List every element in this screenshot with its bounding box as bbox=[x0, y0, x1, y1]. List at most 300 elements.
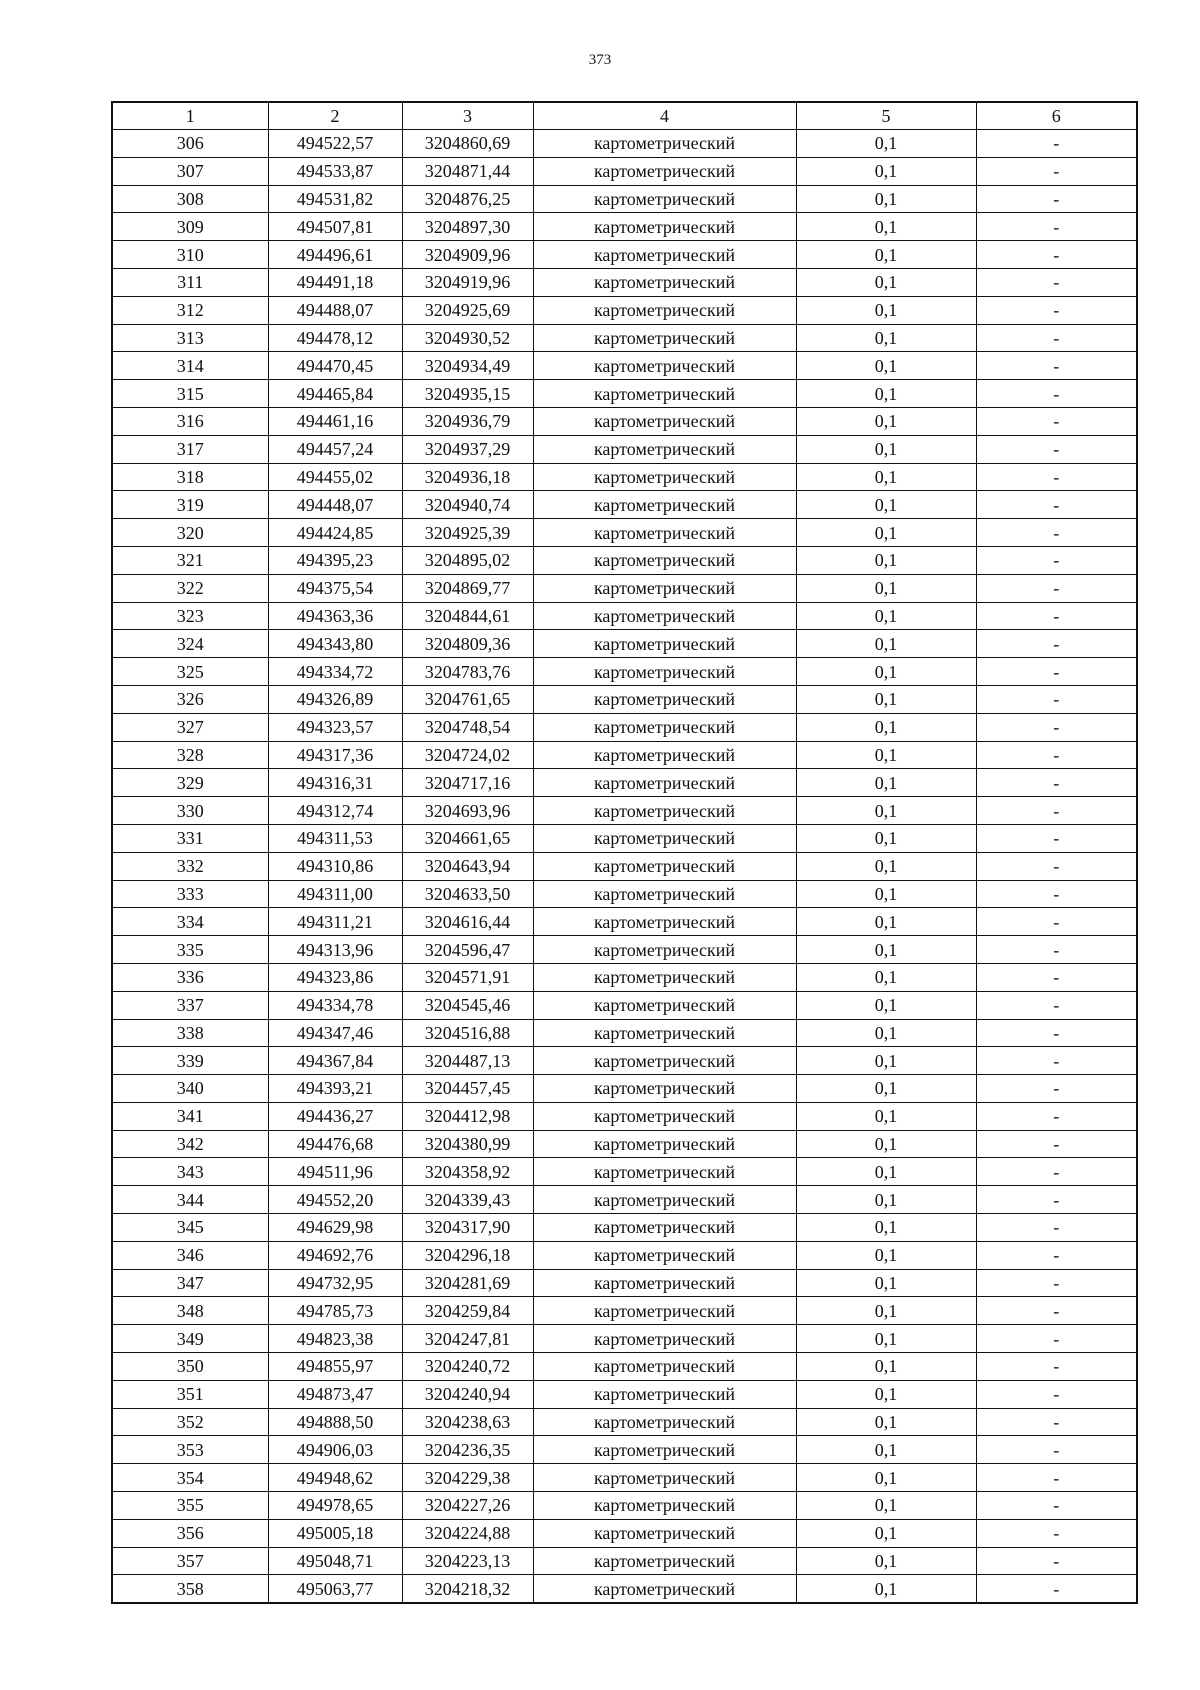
cell-coordinate-x: 494311,53 bbox=[268, 824, 402, 852]
cell-coordinate-y: 3204229,38 bbox=[402, 1464, 533, 1492]
cell-note: - bbox=[976, 185, 1137, 213]
cell-note: - bbox=[976, 324, 1137, 352]
cell-accuracy: 0,1 bbox=[796, 213, 976, 241]
cell-point-number: 356 bbox=[112, 1519, 268, 1547]
cell-accuracy: 0,1 bbox=[796, 1019, 976, 1047]
table-row bbox=[112, 407, 1137, 435]
cell-point-number: 321 bbox=[112, 546, 268, 574]
cell-point-number: 346 bbox=[112, 1241, 268, 1269]
cell-point-number: 355 bbox=[112, 1492, 268, 1520]
table-row bbox=[112, 1492, 1137, 1520]
cell-coordinate-x: 494488,07 bbox=[268, 296, 402, 324]
cell-coordinate-y: 3204761,65 bbox=[402, 685, 533, 713]
cell-accuracy: 0,1 bbox=[796, 241, 976, 269]
cell-coordinate-x: 494455,02 bbox=[268, 463, 402, 491]
cell-note: - bbox=[976, 713, 1137, 741]
cell-note: - bbox=[976, 268, 1137, 296]
cell-note: - bbox=[976, 741, 1137, 769]
cell-accuracy: 0,1 bbox=[796, 352, 976, 380]
table-row bbox=[112, 519, 1137, 547]
cell-coordinate-x: 494873,47 bbox=[268, 1380, 402, 1408]
cell-point-number: 334 bbox=[112, 908, 268, 936]
cell-point-number: 322 bbox=[112, 574, 268, 602]
cell-method: картометрический bbox=[533, 1047, 796, 1075]
cell-method: картометрический bbox=[533, 963, 796, 991]
cell-accuracy: 0,1 bbox=[796, 546, 976, 574]
cell-note: - bbox=[976, 519, 1137, 547]
cell-note: - bbox=[976, 352, 1137, 380]
cell-method: картометрический bbox=[533, 296, 796, 324]
cell-coordinate-x: 494395,23 bbox=[268, 546, 402, 574]
cell-coordinate-y: 3204227,26 bbox=[402, 1492, 533, 1520]
cell-point-number: 332 bbox=[112, 852, 268, 880]
cell-accuracy: 0,1 bbox=[796, 936, 976, 964]
cell-note: - bbox=[976, 1075, 1137, 1103]
cell-coordinate-y: 3204358,92 bbox=[402, 1158, 533, 1186]
cell-coordinate-y: 3204897,30 bbox=[402, 213, 533, 241]
cell-note: - bbox=[976, 157, 1137, 185]
cell-coordinate-y: 3204516,88 bbox=[402, 1019, 533, 1047]
cell-coordinate-y: 3204869,77 bbox=[402, 574, 533, 602]
cell-coordinate-y: 3204919,96 bbox=[402, 268, 533, 296]
cell-coordinate-y: 3204596,47 bbox=[402, 936, 533, 964]
table-row bbox=[112, 797, 1137, 825]
cell-method: картометрический bbox=[533, 268, 796, 296]
cell-point-number: 350 bbox=[112, 1353, 268, 1381]
cell-coordinate-y: 3204925,39 bbox=[402, 519, 533, 547]
table-row bbox=[112, 1158, 1137, 1186]
cell-method: картометрический bbox=[533, 630, 796, 658]
table-row bbox=[112, 213, 1137, 241]
cell-note: - bbox=[976, 130, 1137, 158]
cell-coordinate-x: 494323,86 bbox=[268, 963, 402, 991]
cell-coordinate-y: 3204339,43 bbox=[402, 1186, 533, 1214]
column-header-1: 1 bbox=[112, 102, 268, 130]
cell-coordinate-y: 3204809,36 bbox=[402, 630, 533, 658]
table-row bbox=[112, 546, 1137, 574]
cell-coordinate-y: 3204936,18 bbox=[402, 463, 533, 491]
cell-note: - bbox=[976, 1408, 1137, 1436]
cell-method: картометрический bbox=[533, 352, 796, 380]
cell-point-number: 319 bbox=[112, 491, 268, 519]
cell-point-number: 348 bbox=[112, 1297, 268, 1325]
cell-coordinate-x: 494692,76 bbox=[268, 1241, 402, 1269]
table-row bbox=[112, 630, 1137, 658]
header-row bbox=[112, 102, 1137, 130]
cell-note: - bbox=[976, 1269, 1137, 1297]
table-row bbox=[112, 241, 1137, 269]
cell-coordinate-x: 494785,73 bbox=[268, 1297, 402, 1325]
table-row bbox=[112, 991, 1137, 1019]
cell-coordinate-y: 3204380,99 bbox=[402, 1130, 533, 1158]
cell-note: - bbox=[976, 380, 1137, 408]
cell-coordinate-x: 494311,21 bbox=[268, 908, 402, 936]
cell-coordinate-y: 3204940,74 bbox=[402, 491, 533, 519]
cell-method: картометрический bbox=[533, 213, 796, 241]
cell-accuracy: 0,1 bbox=[796, 1353, 976, 1381]
table-row bbox=[112, 157, 1137, 185]
cell-note: - bbox=[976, 407, 1137, 435]
cell-note: - bbox=[976, 824, 1137, 852]
cell-coordinate-x: 494855,97 bbox=[268, 1353, 402, 1381]
cell-method: картометрический bbox=[533, 1353, 796, 1381]
cell-accuracy: 0,1 bbox=[796, 1075, 976, 1103]
table-row bbox=[112, 1019, 1137, 1047]
cell-coordinate-x: 494312,74 bbox=[268, 797, 402, 825]
cell-coordinate-y: 3204616,44 bbox=[402, 908, 533, 936]
table-row bbox=[112, 1075, 1137, 1103]
cell-coordinate-y: 3204909,96 bbox=[402, 241, 533, 269]
cell-note: - bbox=[976, 296, 1137, 324]
cell-note: - bbox=[976, 574, 1137, 602]
table-row bbox=[112, 880, 1137, 908]
cell-note: - bbox=[976, 546, 1137, 574]
cell-method: картометрический bbox=[533, 407, 796, 435]
cell-coordinate-y: 3204487,13 bbox=[402, 1047, 533, 1075]
cell-coordinate-x: 494732,95 bbox=[268, 1269, 402, 1297]
table-row bbox=[112, 963, 1137, 991]
cell-point-number: 320 bbox=[112, 519, 268, 547]
cell-point-number: 308 bbox=[112, 185, 268, 213]
cell-method: картометрический bbox=[533, 1408, 796, 1436]
cell-accuracy: 0,1 bbox=[796, 1575, 976, 1603]
cell-accuracy: 0,1 bbox=[796, 630, 976, 658]
table-row bbox=[112, 1186, 1137, 1214]
cell-coordinate-x: 494888,50 bbox=[268, 1408, 402, 1436]
cell-coordinate-x: 494310,86 bbox=[268, 852, 402, 880]
cell-note: - bbox=[976, 797, 1137, 825]
cell-point-number: 317 bbox=[112, 435, 268, 463]
cell-coordinate-x: 494313,96 bbox=[268, 936, 402, 964]
cell-coordinate-x: 494522,57 bbox=[268, 130, 402, 158]
cell-note: - bbox=[976, 1436, 1137, 1464]
cell-note: - bbox=[976, 769, 1137, 797]
cell-coordinate-x: 494511,96 bbox=[268, 1158, 402, 1186]
cell-coordinate-y: 3204218,32 bbox=[402, 1575, 533, 1603]
cell-accuracy: 0,1 bbox=[796, 1492, 976, 1520]
cell-coordinate-y: 3204895,02 bbox=[402, 546, 533, 574]
cell-note: - bbox=[976, 1241, 1137, 1269]
cell-accuracy: 0,1 bbox=[796, 324, 976, 352]
cell-accuracy: 0,1 bbox=[796, 1269, 976, 1297]
cell-accuracy: 0,1 bbox=[796, 1380, 976, 1408]
cell-method: картометрический bbox=[533, 908, 796, 936]
cell-accuracy: 0,1 bbox=[796, 685, 976, 713]
cell-point-number: 337 bbox=[112, 991, 268, 1019]
cell-note: - bbox=[976, 1547, 1137, 1575]
cell-accuracy: 0,1 bbox=[796, 1102, 976, 1130]
table-row bbox=[112, 1408, 1137, 1436]
cell-coordinate-x: 494629,98 bbox=[268, 1214, 402, 1242]
table-body bbox=[112, 130, 1137, 1604]
cell-coordinate-x: 494465,84 bbox=[268, 380, 402, 408]
cell-coordinate-y: 3204717,16 bbox=[402, 769, 533, 797]
cell-note: - bbox=[976, 491, 1137, 519]
cell-point-number: 314 bbox=[112, 352, 268, 380]
cell-coordinate-x: 494316,31 bbox=[268, 769, 402, 797]
cell-note: - bbox=[976, 1158, 1137, 1186]
cell-note: - bbox=[976, 630, 1137, 658]
cell-coordinate-x: 494347,46 bbox=[268, 1019, 402, 1047]
cell-coordinate-y: 3204259,84 bbox=[402, 1297, 533, 1325]
cell-method: картометрический bbox=[533, 1325, 796, 1353]
cell-method: картометрический bbox=[533, 602, 796, 630]
cell-note: - bbox=[976, 1102, 1137, 1130]
cell-point-number: 328 bbox=[112, 741, 268, 769]
cell-point-number: 354 bbox=[112, 1464, 268, 1492]
cell-method: картометрический bbox=[533, 991, 796, 1019]
cell-accuracy: 0,1 bbox=[796, 268, 976, 296]
table-row bbox=[112, 574, 1137, 602]
cell-point-number: 343 bbox=[112, 1158, 268, 1186]
cell-method: картометрический bbox=[533, 658, 796, 686]
cell-note: - bbox=[976, 1325, 1137, 1353]
cell-note: - bbox=[976, 936, 1137, 964]
table-row bbox=[112, 1241, 1137, 1269]
cell-accuracy: 0,1 bbox=[796, 1408, 976, 1436]
cell-accuracy: 0,1 bbox=[796, 1047, 976, 1075]
table-row bbox=[112, 1214, 1137, 1242]
table-row bbox=[112, 352, 1137, 380]
table-row bbox=[112, 1130, 1137, 1158]
table-row bbox=[112, 130, 1137, 158]
cell-point-number: 318 bbox=[112, 463, 268, 491]
column-header-3: 3 bbox=[402, 102, 533, 130]
cell-coordinate-x: 494906,03 bbox=[268, 1436, 402, 1464]
table-row bbox=[112, 769, 1137, 797]
cell-accuracy: 0,1 bbox=[796, 741, 976, 769]
cell-accuracy: 0,1 bbox=[796, 407, 976, 435]
table-row bbox=[112, 852, 1137, 880]
cell-point-number: 315 bbox=[112, 380, 268, 408]
cell-note: - bbox=[976, 241, 1137, 269]
cell-method: картометрический bbox=[533, 380, 796, 408]
cell-note: - bbox=[976, 1019, 1137, 1047]
cell-coordinate-y: 3204935,15 bbox=[402, 380, 533, 408]
table-row bbox=[112, 1436, 1137, 1464]
cell-coordinate-y: 3204317,90 bbox=[402, 1214, 533, 1242]
cell-coordinate-x: 494531,82 bbox=[268, 185, 402, 213]
cell-accuracy: 0,1 bbox=[796, 797, 976, 825]
cell-point-number: 310 bbox=[112, 241, 268, 269]
table-row bbox=[112, 658, 1137, 686]
cell-coordinate-x: 494476,68 bbox=[268, 1130, 402, 1158]
cell-accuracy: 0,1 bbox=[796, 1130, 976, 1158]
table-row bbox=[112, 380, 1137, 408]
cell-note: - bbox=[976, 1353, 1137, 1381]
table-row bbox=[112, 824, 1137, 852]
cell-coordinate-x: 495005,18 bbox=[268, 1519, 402, 1547]
cell-method: картометрический bbox=[533, 1575, 796, 1603]
cell-point-number: 357 bbox=[112, 1547, 268, 1575]
cell-method: картометрический bbox=[533, 741, 796, 769]
cell-point-number: 358 bbox=[112, 1575, 268, 1603]
cell-coordinate-x: 494393,21 bbox=[268, 1075, 402, 1103]
cell-coordinate-x: 495048,71 bbox=[268, 1547, 402, 1575]
cell-method: картометрический bbox=[533, 519, 796, 547]
cell-coordinate-x: 494326,89 bbox=[268, 685, 402, 713]
cell-coordinate-y: 3204412,98 bbox=[402, 1102, 533, 1130]
table-row bbox=[112, 1325, 1137, 1353]
cell-coordinate-y: 3204925,69 bbox=[402, 296, 533, 324]
cell-point-number: 324 bbox=[112, 630, 268, 658]
cell-coordinate-x: 494436,27 bbox=[268, 1102, 402, 1130]
cell-note: - bbox=[976, 1047, 1137, 1075]
cell-note: - bbox=[976, 463, 1137, 491]
cell-point-number: 312 bbox=[112, 296, 268, 324]
table-row bbox=[112, 1047, 1137, 1075]
cell-point-number: 345 bbox=[112, 1214, 268, 1242]
cell-method: картометрический bbox=[533, 157, 796, 185]
cell-accuracy: 0,1 bbox=[796, 1325, 976, 1353]
cell-point-number: 307 bbox=[112, 157, 268, 185]
cell-point-number: 338 bbox=[112, 1019, 268, 1047]
cell-coordinate-x: 494424,85 bbox=[268, 519, 402, 547]
cell-method: картометрический bbox=[533, 435, 796, 463]
cell-accuracy: 0,1 bbox=[796, 185, 976, 213]
cell-coordinate-y: 3204457,45 bbox=[402, 1075, 533, 1103]
cell-method: картометрический bbox=[533, 185, 796, 213]
cell-accuracy: 0,1 bbox=[796, 991, 976, 1019]
cell-accuracy: 0,1 bbox=[796, 852, 976, 880]
cell-method: картометрический bbox=[533, 769, 796, 797]
table-row bbox=[112, 1575, 1137, 1603]
cell-method: картометрический bbox=[533, 824, 796, 852]
cell-point-number: 353 bbox=[112, 1436, 268, 1464]
table-row bbox=[112, 1464, 1137, 1492]
cell-note: - bbox=[976, 1186, 1137, 1214]
coordinates-table bbox=[111, 101, 1138, 1604]
cell-accuracy: 0,1 bbox=[796, 713, 976, 741]
cell-coordinate-y: 3204871,44 bbox=[402, 157, 533, 185]
cell-accuracy: 0,1 bbox=[796, 1214, 976, 1242]
table-row bbox=[112, 185, 1137, 213]
cell-method: картометрический bbox=[533, 574, 796, 602]
table-row bbox=[112, 491, 1137, 519]
cell-method: картометрический bbox=[533, 1269, 796, 1297]
cell-method: картометрический bbox=[533, 1519, 796, 1547]
cell-method: картометрический bbox=[533, 852, 796, 880]
cell-coordinate-y: 3204930,52 bbox=[402, 324, 533, 352]
cell-accuracy: 0,1 bbox=[796, 1241, 976, 1269]
cell-note: - bbox=[976, 963, 1137, 991]
cell-coordinate-x: 494448,07 bbox=[268, 491, 402, 519]
cell-point-number: 335 bbox=[112, 936, 268, 964]
cell-accuracy: 0,1 bbox=[796, 1186, 976, 1214]
cell-coordinate-y: 3204240,94 bbox=[402, 1380, 533, 1408]
cell-point-number: 347 bbox=[112, 1269, 268, 1297]
cell-accuracy: 0,1 bbox=[796, 880, 976, 908]
cell-accuracy: 0,1 bbox=[796, 908, 976, 936]
cell-coordinate-x: 494375,54 bbox=[268, 574, 402, 602]
cell-coordinate-y: 3204724,02 bbox=[402, 741, 533, 769]
cell-point-number: 306 bbox=[112, 130, 268, 158]
cell-method: картометрический bbox=[533, 463, 796, 491]
cell-coordinate-x: 494470,45 bbox=[268, 352, 402, 380]
table-row bbox=[112, 1519, 1137, 1547]
column-header-2: 2 bbox=[268, 102, 402, 130]
cell-coordinate-x: 494311,00 bbox=[268, 880, 402, 908]
cell-accuracy: 0,1 bbox=[796, 491, 976, 519]
cell-coordinate-y: 3204783,76 bbox=[402, 658, 533, 686]
cell-note: - bbox=[976, 602, 1137, 630]
cell-accuracy: 0,1 bbox=[796, 463, 976, 491]
cell-method: картометрический bbox=[533, 1547, 796, 1575]
cell-coordinate-y: 3204224,88 bbox=[402, 1519, 533, 1547]
cell-coordinate-x: 494367,84 bbox=[268, 1047, 402, 1075]
cell-coordinate-x: 494533,87 bbox=[268, 157, 402, 185]
cell-method: картометрический bbox=[533, 685, 796, 713]
cell-method: картометрический bbox=[533, 1492, 796, 1520]
cell-method: картометрический bbox=[533, 1075, 796, 1103]
cell-coordinate-x: 494461,16 bbox=[268, 407, 402, 435]
cell-coordinate-y: 3204247,81 bbox=[402, 1325, 533, 1353]
cell-point-number: 333 bbox=[112, 880, 268, 908]
cell-coordinate-y: 3204633,50 bbox=[402, 880, 533, 908]
cell-point-number: 342 bbox=[112, 1130, 268, 1158]
cell-accuracy: 0,1 bbox=[796, 963, 976, 991]
cell-point-number: 327 bbox=[112, 713, 268, 741]
cell-note: - bbox=[976, 213, 1137, 241]
cell-point-number: 340 bbox=[112, 1075, 268, 1103]
cell-point-number: 336 bbox=[112, 963, 268, 991]
cell-method: картометрический bbox=[533, 1102, 796, 1130]
cell-point-number: 313 bbox=[112, 324, 268, 352]
cell-accuracy: 0,1 bbox=[796, 1519, 976, 1547]
cell-coordinate-x: 494823,38 bbox=[268, 1325, 402, 1353]
cell-coordinate-y: 3204236,35 bbox=[402, 1436, 533, 1464]
cell-accuracy: 0,1 bbox=[796, 519, 976, 547]
cell-coordinate-x: 494343,80 bbox=[268, 630, 402, 658]
cell-method: картометрический bbox=[533, 324, 796, 352]
cell-method: картометрический bbox=[533, 797, 796, 825]
table-row bbox=[112, 1353, 1137, 1381]
cell-point-number: 311 bbox=[112, 268, 268, 296]
table-row bbox=[112, 324, 1137, 352]
cell-point-number: 323 bbox=[112, 602, 268, 630]
cell-coordinate-y: 3204844,61 bbox=[402, 602, 533, 630]
table-row bbox=[112, 713, 1137, 741]
cell-accuracy: 0,1 bbox=[796, 769, 976, 797]
table-row bbox=[112, 1269, 1137, 1297]
cell-note: - bbox=[976, 908, 1137, 936]
cell-coordinate-y: 3204748,54 bbox=[402, 713, 533, 741]
cell-coordinate-y: 3204934,49 bbox=[402, 352, 533, 380]
cell-coordinate-y: 3204545,46 bbox=[402, 991, 533, 1019]
cell-coordinate-y: 3204296,18 bbox=[402, 1241, 533, 1269]
column-header-5: 5 bbox=[796, 102, 976, 130]
cell-method: картометрический bbox=[533, 713, 796, 741]
cell-accuracy: 0,1 bbox=[796, 1297, 976, 1325]
cell-note: - bbox=[976, 1464, 1137, 1492]
cell-coordinate-x: 494478,12 bbox=[268, 324, 402, 352]
cell-coordinate-y: 3204693,96 bbox=[402, 797, 533, 825]
cell-coordinate-x: 494552,20 bbox=[268, 1186, 402, 1214]
table-row bbox=[112, 296, 1137, 324]
cell-coordinate-x: 494363,36 bbox=[268, 602, 402, 630]
table-row bbox=[112, 1102, 1137, 1130]
cell-note: - bbox=[976, 852, 1137, 880]
cell-accuracy: 0,1 bbox=[796, 574, 976, 602]
cell-method: картометрический bbox=[533, 546, 796, 574]
cell-accuracy: 0,1 bbox=[796, 1436, 976, 1464]
cell-accuracy: 0,1 bbox=[796, 602, 976, 630]
cell-method: картометрический bbox=[533, 936, 796, 964]
cell-note: - bbox=[976, 435, 1137, 463]
cell-coordinate-y: 3204240,72 bbox=[402, 1353, 533, 1381]
cell-accuracy: 0,1 bbox=[796, 380, 976, 408]
cell-method: картометрический bbox=[533, 1436, 796, 1464]
